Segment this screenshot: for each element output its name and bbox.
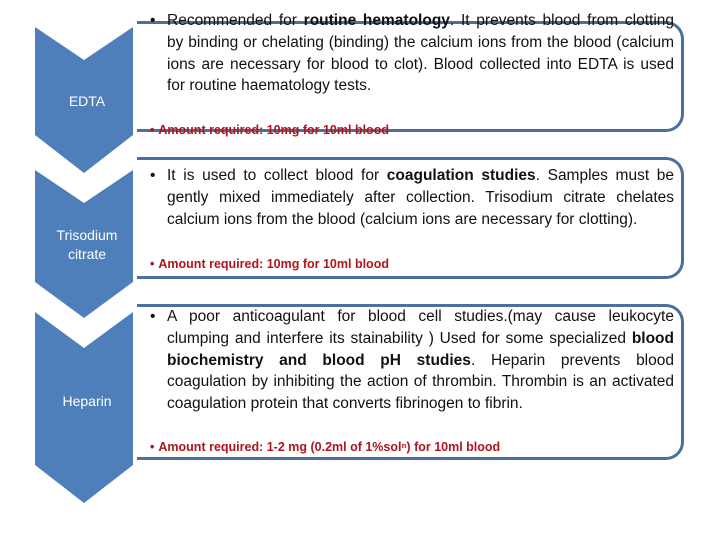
label-trisodium-citrate: Trisodium citrate	[56, 227, 118, 262]
citrate-amount: • Amount required: 10mg for 10ml blood	[150, 257, 389, 271]
edta-amount: • Amount required: 10mg for 10ml blood	[150, 123, 389, 137]
citrate-description: • It is used to collect blood for coagulation studies. Samples must be gently mixed immediately after collection. Trisodium citrate chelates calcium ions from the blood (calcium ions are necessary for clotting).	[150, 167, 675, 228]
heparin-amount: • Amount required: 1-2 mg (0.2ml of 1%solⁿ) for 10ml blood	[150, 440, 501, 454]
edta-description: • Recommended for routine hematology. It prevents blood from clotting by binding or chelating (binding) the calcium ions from the blood (calcium ions are necessary for blood to clot). Blood collected into EDTA is used for routine haematology tests.	[150, 12, 674, 95]
label-edta: EDTA	[68, 93, 106, 109]
label-heparin: Heparin	[62, 393, 112, 409]
heparin-description: • A poor anticoagulant for blood cell studies.(may cause leukocyte clumping and interfere its stainability ) Used for some specialized blood biochemistry and blood pH studies. Heparin prevents blood coagulation by inhibiting the action of thrombin. Thrombin is an activated coagulation protein that converts fibrinogen to fibrin.	[150, 308, 674, 413]
